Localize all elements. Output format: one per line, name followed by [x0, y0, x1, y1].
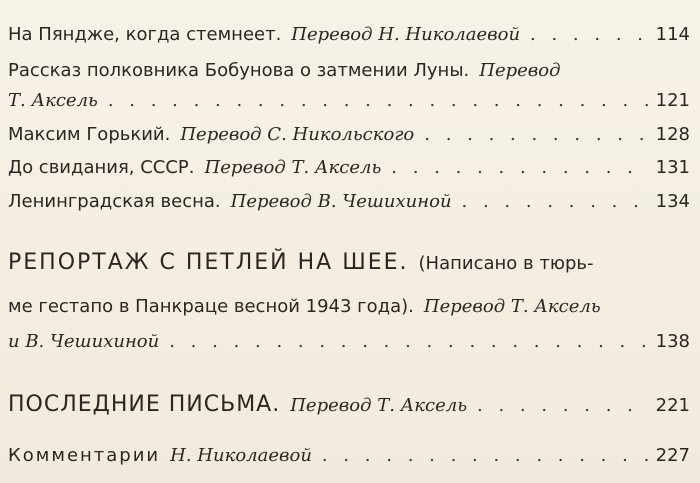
toc-entry-translator: Перевод Т. Аксель [204, 157, 382, 178]
leader-dots [424, 122, 647, 148]
toc-entry-title: ПОСЛЕДНИЕ ПИСЬМА. [8, 392, 281, 417]
leader-dots [530, 22, 648, 48]
toc-entry-title: Максим Горький. [8, 124, 171, 145]
toc-entry [8, 122, 690, 148]
toc-entry-title: РЕПОРТАЖ С ПЕТЛЕЙ НА ШЕЕ. [8, 250, 409, 275]
toc-entry-translator-continued: и В. Чешихиной [8, 331, 160, 352]
toc-entry-translator: Перевод Т. Аксель [423, 296, 601, 317]
toc-entry-translator: Перевод [479, 60, 561, 81]
toc-entry-page-number: 114 [655, 24, 690, 45]
toc-entry-page-number: 221 [655, 395, 690, 416]
toc-entry-page-number: 227 [655, 445, 690, 466]
toc-entry [8, 250, 690, 276]
toc-entry-translator: Н. Николаевой [170, 445, 312, 466]
toc-entry-page-number: 121 [655, 90, 690, 111]
toc-entry-translator: Перевод В. Чешихиной [230, 191, 452, 212]
toc-entry-translator-continued: Т. Аксель [8, 90, 98, 111]
toc-entry-title: На Пяндже, когда стемнеет. [8, 24, 282, 45]
leader-dots [169, 329, 647, 355]
toc-entry [8, 392, 690, 418]
toc-entry-note-continued: ме гестапо в Панкраце весной 1943 года). [8, 296, 414, 317]
toc-entry [8, 443, 690, 469]
toc-entry-translator: Перевод Т. Аксель [290, 395, 468, 416]
leader-dots [462, 189, 648, 215]
toc-entry-continuation [8, 294, 690, 320]
leader-dots [391, 155, 647, 181]
toc-entry-page-number: 128 [655, 124, 690, 145]
toc-entry-page-number: 131 [655, 157, 690, 178]
toc-entry [8, 58, 690, 84]
toc-entry [8, 155, 690, 181]
toc-entry-translator: Перевод Н. Николаевой [291, 24, 521, 45]
toc-entry-title: Ленинградская весна. [8, 191, 221, 212]
leader-dots [477, 393, 648, 419]
toc-entry-title: Рассказ полковника Бобунова о затмении Луны. [8, 60, 470, 81]
toc-entry-continuation [8, 88, 690, 114]
toc-entry [8, 189, 690, 215]
toc-entry-note: (Написано в тюрь- [418, 253, 594, 274]
leader-dots [322, 443, 648, 469]
toc-entry-title: Комментарии [8, 445, 161, 466]
toc-entry-title: До свидания, СССР. [8, 157, 195, 178]
leader-dots [108, 88, 648, 114]
toc-entry-continuation [8, 329, 690, 355]
toc-entry-translator: Перевод С. Никольского [180, 124, 415, 145]
toc-entry [8, 22, 690, 48]
toc-entry-page-number: 138 [655, 331, 690, 352]
toc-entry-page-number: 134 [655, 191, 690, 212]
